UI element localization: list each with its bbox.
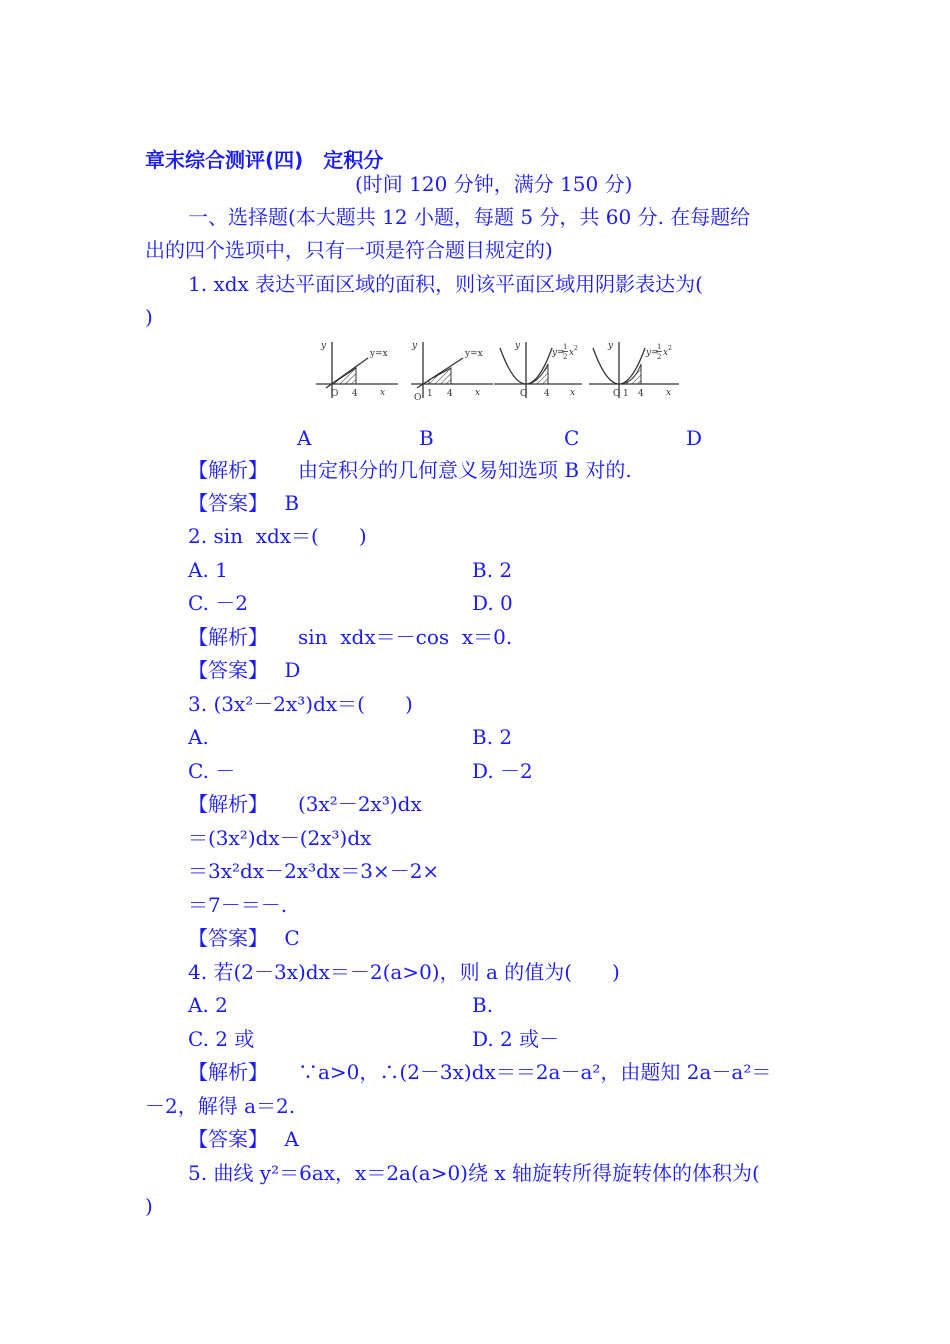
y-axis-label: y: [515, 341, 521, 351]
question-3-option-d: D. －2: [472, 759, 533, 783]
tick-label-1: 1: [623, 389, 629, 399]
question-2-option-b: B. 2: [472, 558, 513, 582]
curve-label-prefix: y=: [646, 348, 659, 358]
question-2-option-a: A. 1: [188, 558, 228, 582]
shaded-region: [429, 368, 451, 384]
question-2-analysis: 【解析】 sin xdx＝－cos x＝0.: [188, 625, 513, 649]
tick-label-4: 4: [638, 389, 644, 399]
question-1-stem-line2: ): [145, 305, 153, 329]
question-2-stem: 2. sin xdx＝( ): [188, 524, 367, 548]
question-1-stem-line1: 1. xdx 表达平面区域的面积，则该平面区域用阴影表达为(: [188, 272, 703, 296]
curve-label-denominator: 2: [657, 353, 662, 361]
curve-label-numerator: 1: [563, 343, 568, 351]
figure-label-d: D: [686, 426, 703, 450]
question-3-step-3: ＝7－＝－.: [188, 893, 288, 917]
question-4-stem: 4. 若(2－3x)dx＝－2(a>0)，则 a 的值为( ): [188, 960, 620, 984]
question-4-option-d: D. 2 或－: [472, 1027, 560, 1051]
origin-label: O: [613, 389, 621, 399]
question-3-analysis: 【解析】 (3x²－2x³)dx: [188, 792, 422, 816]
origin-label: O: [414, 393, 422, 402]
section-heading-line1: 一、选择题(本大题共 12 小题，每题 5 分，共 60 分. 在每题给: [188, 205, 751, 229]
curve-label-variable: x: [663, 348, 669, 358]
curve-label-prefix: y=: [552, 348, 565, 358]
curve-label-exponent: 2: [574, 345, 578, 352]
x-axis-label: x: [380, 388, 386, 398]
figure-b: [407, 338, 497, 402]
figure-d: [587, 338, 692, 402]
question-4-analysis-line2: －2，解得 a＝2.: [145, 1094, 296, 1118]
question-3-option-b: B. 2: [472, 725, 513, 749]
tick-label-4: 4: [544, 389, 550, 399]
question-3-answer: 【答案】 C: [188, 926, 300, 950]
question-3-stem: 3. (3x²－2x³)dx＝( ): [188, 692, 413, 716]
x-axis-label: x: [570, 388, 576, 398]
origin-label: O: [520, 389, 528, 399]
curve-label-variable: x: [569, 348, 575, 358]
question-3-step-2: ＝3x²dx－2x³dx＝3×－2×: [188, 859, 440, 883]
question-3-option-a: A.: [188, 725, 209, 749]
question-2-answer: 【答案】 D: [188, 658, 301, 682]
origin-label: O: [331, 389, 339, 399]
curve-label-denominator: 2: [563, 353, 568, 361]
curve-label: y=x: [465, 349, 483, 359]
tick-label-1: 1: [427, 389, 433, 399]
x-axis-label: x: [475, 388, 481, 398]
y-axis-label: y: [321, 341, 327, 351]
figure-label-c: C: [564, 426, 580, 450]
figure-c: [492, 338, 587, 402]
figure-label-b: B: [419, 426, 434, 450]
figure-label-a: A: [297, 426, 312, 450]
curve-label: y=x: [370, 349, 388, 359]
question-4-option-a: A. 2: [188, 993, 228, 1017]
curve-label-numerator: 1: [657, 343, 662, 351]
shaded-region: [526, 364, 548, 384]
tick-label-4: 4: [352, 389, 358, 399]
question-2-option-d: D. 0: [472, 591, 513, 615]
question-5-stem-line2: ): [145, 1194, 153, 1218]
tick-label-4: 4: [447, 389, 453, 399]
y-axis-label: y: [412, 341, 418, 351]
x-axis-label: x: [666, 388, 672, 398]
question-2-option-c: C. －2: [188, 591, 249, 615]
page-title: 章末综合测评(四) 定积分: [145, 148, 384, 172]
y-axis-label: y: [608, 341, 614, 351]
curve-label-exponent: 2: [668, 345, 672, 352]
page-subtitle: (时间 120 分钟，满分 150 分): [355, 172, 633, 196]
figure-a: [312, 338, 402, 402]
question-5-stem-line1: 5. 曲线 y²＝6ax，x＝2a(a>0)绕 x 轴旋转所得旋转体的体积为(: [188, 1161, 760, 1185]
question-4-analysis-line1: 【解析】 ∵a>0，∴(2－3x)dx＝＝2a－a²，由题知 2a－a²＝: [188, 1060, 772, 1084]
question-3-option-c: C. －: [188, 759, 236, 783]
question-4-option-c: C. 2 或: [188, 1027, 255, 1051]
section-heading-line2: 出的四个选项中，只有一项是符合题目规定的): [145, 238, 553, 262]
question-1-figures: [312, 338, 692, 402]
question-3-step-1: ＝(3x²)dx－(2x³)dx: [188, 826, 372, 850]
question-1-analysis: 【解析】 由定积分的几何意义易知选项 B 对的.: [188, 458, 632, 482]
question-4-answer: 【答案】 A: [188, 1127, 299, 1151]
question-1-answer: 【答案】 B: [188, 491, 300, 515]
question-4-option-b: B.: [472, 993, 494, 1017]
